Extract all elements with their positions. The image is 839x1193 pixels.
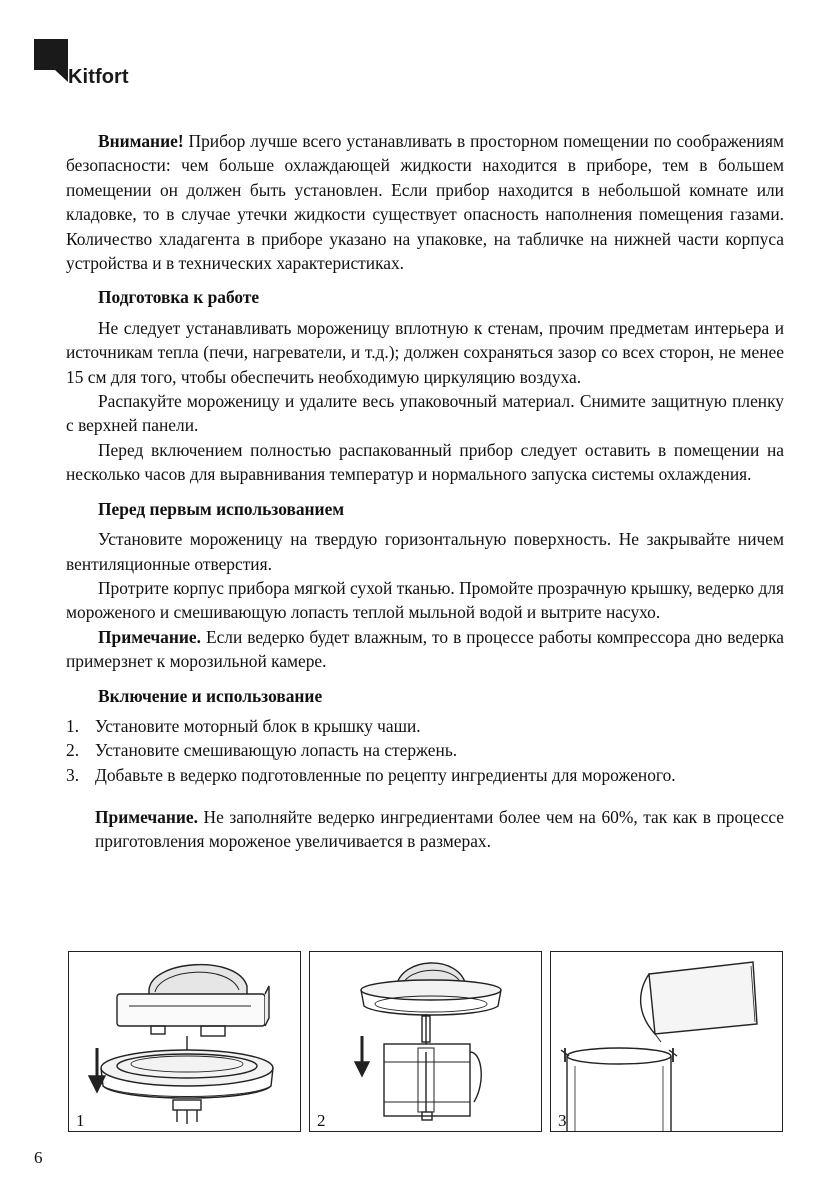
page-number: 6	[34, 1148, 43, 1167]
note-text: Если ведерко будет влажным, то в процессе работы компрессора дно ведерка примерзнет к морозильной камере.	[66, 626, 784, 672]
step-text: Установите смешивающую лопасть на стержень.	[95, 740, 458, 761]
first-use-note	[66, 625, 784, 674]
list-item	[66, 763, 784, 787]
figure-1	[68, 951, 301, 1132]
warning-lead: Внимание!	[98, 131, 184, 151]
step-number: 1.	[66, 715, 80, 736]
preparation-paragraph: Распакуйте мороженицу и удалите весь упаковочный материал. Снимите защитную пленку с верхней панели.	[66, 391, 784, 436]
list-item	[66, 738, 784, 762]
figure-number: 3	[558, 1111, 567, 1130]
warning-paragraph	[66, 129, 784, 275]
note-lead: Примечание.	[98, 626, 201, 647]
first-use-paragraph: Протрите корпус прибора мягкой сухой тканью. Промойте прозрачную крышку, ведерко для мороженого и смешивающую лопасть теплой мыльной водой и вытрите насухо.	[66, 577, 784, 623]
step-number: 3.	[66, 764, 80, 785]
first-use-heading: Перед первым использованием	[98, 498, 345, 519]
note-text: Не заполняйте ведерко ингредиентами более чем на 60%, так как в процессе приготовления мороженое увеличивается в размерах.	[95, 806, 784, 851]
usage-steps	[66, 714, 784, 787]
motor-block-into-lid-illustration	[69, 952, 300, 1131]
figure-2	[309, 951, 542, 1132]
preparation-heading: Подготовка к работе	[98, 287, 260, 308]
warning-text: Прибор лучше всего устанавливать в просторном помещении по соображениям безопасности: чем больше охлаждающей жидкости находится в приборе, тем в большем помещении он должен быть установлен. Если прибор находится в небольшой комнате или кладовке, то в случае утечки жидкости существует опасность наполнения помещения газами. Количество хладагента в приборе указано на упаковке, на табличке на нижней части корпуса устройства и в технических характеристиках.	[66, 131, 784, 274]
note-lead: Примечание.	[95, 806, 198, 827]
step-text: Установите моторный блок в крышку чаши.	[95, 715, 421, 736]
figure-number: 2	[317, 1111, 326, 1130]
step-text: Добавьте в ведерко подготовленные по рецепту ингредиенты для мороженого.	[95, 764, 676, 785]
usage-note	[95, 805, 784, 854]
list-item	[66, 714, 784, 738]
figure-row	[68, 951, 783, 1132]
brand-logo	[33, 38, 129, 90]
figure-number: 1	[76, 1111, 85, 1130]
manual-text	[66, 129, 784, 871]
figure-3	[550, 951, 783, 1132]
brand-name: Kitfort	[68, 66, 129, 88]
pour-ingredients-illustration	[551, 952, 782, 1131]
step-number: 2.	[66, 740, 80, 761]
preparation-paragraph: Не следует устанавливать мороженицу вплотную к стенам, прочим предметам интерьера и источникам тепла (печи, нагреватели, и т.д.); должен сохраняться зазор со всех сторон, не менее 15 см для того, чтобы обеспечить необходимую циркуляцию воздуха.	[66, 317, 784, 387]
kitfort-logo-icon	[33, 38, 69, 90]
paddle-onto-shaft-illustration	[310, 952, 541, 1131]
preparation-paragraph: Перед включением полностью распакованный прибор следует оставить в помещении на несколько часов для выравнивания температур и нормального запуска системы охлаждения.	[66, 439, 784, 485]
first-use-paragraph: Установите мороженицу на твердую горизонтальную поверхность. Не закрывайте ничем вентиляционные отверстия.	[66, 529, 784, 574]
usage-heading: Включение и использование	[98, 685, 323, 706]
